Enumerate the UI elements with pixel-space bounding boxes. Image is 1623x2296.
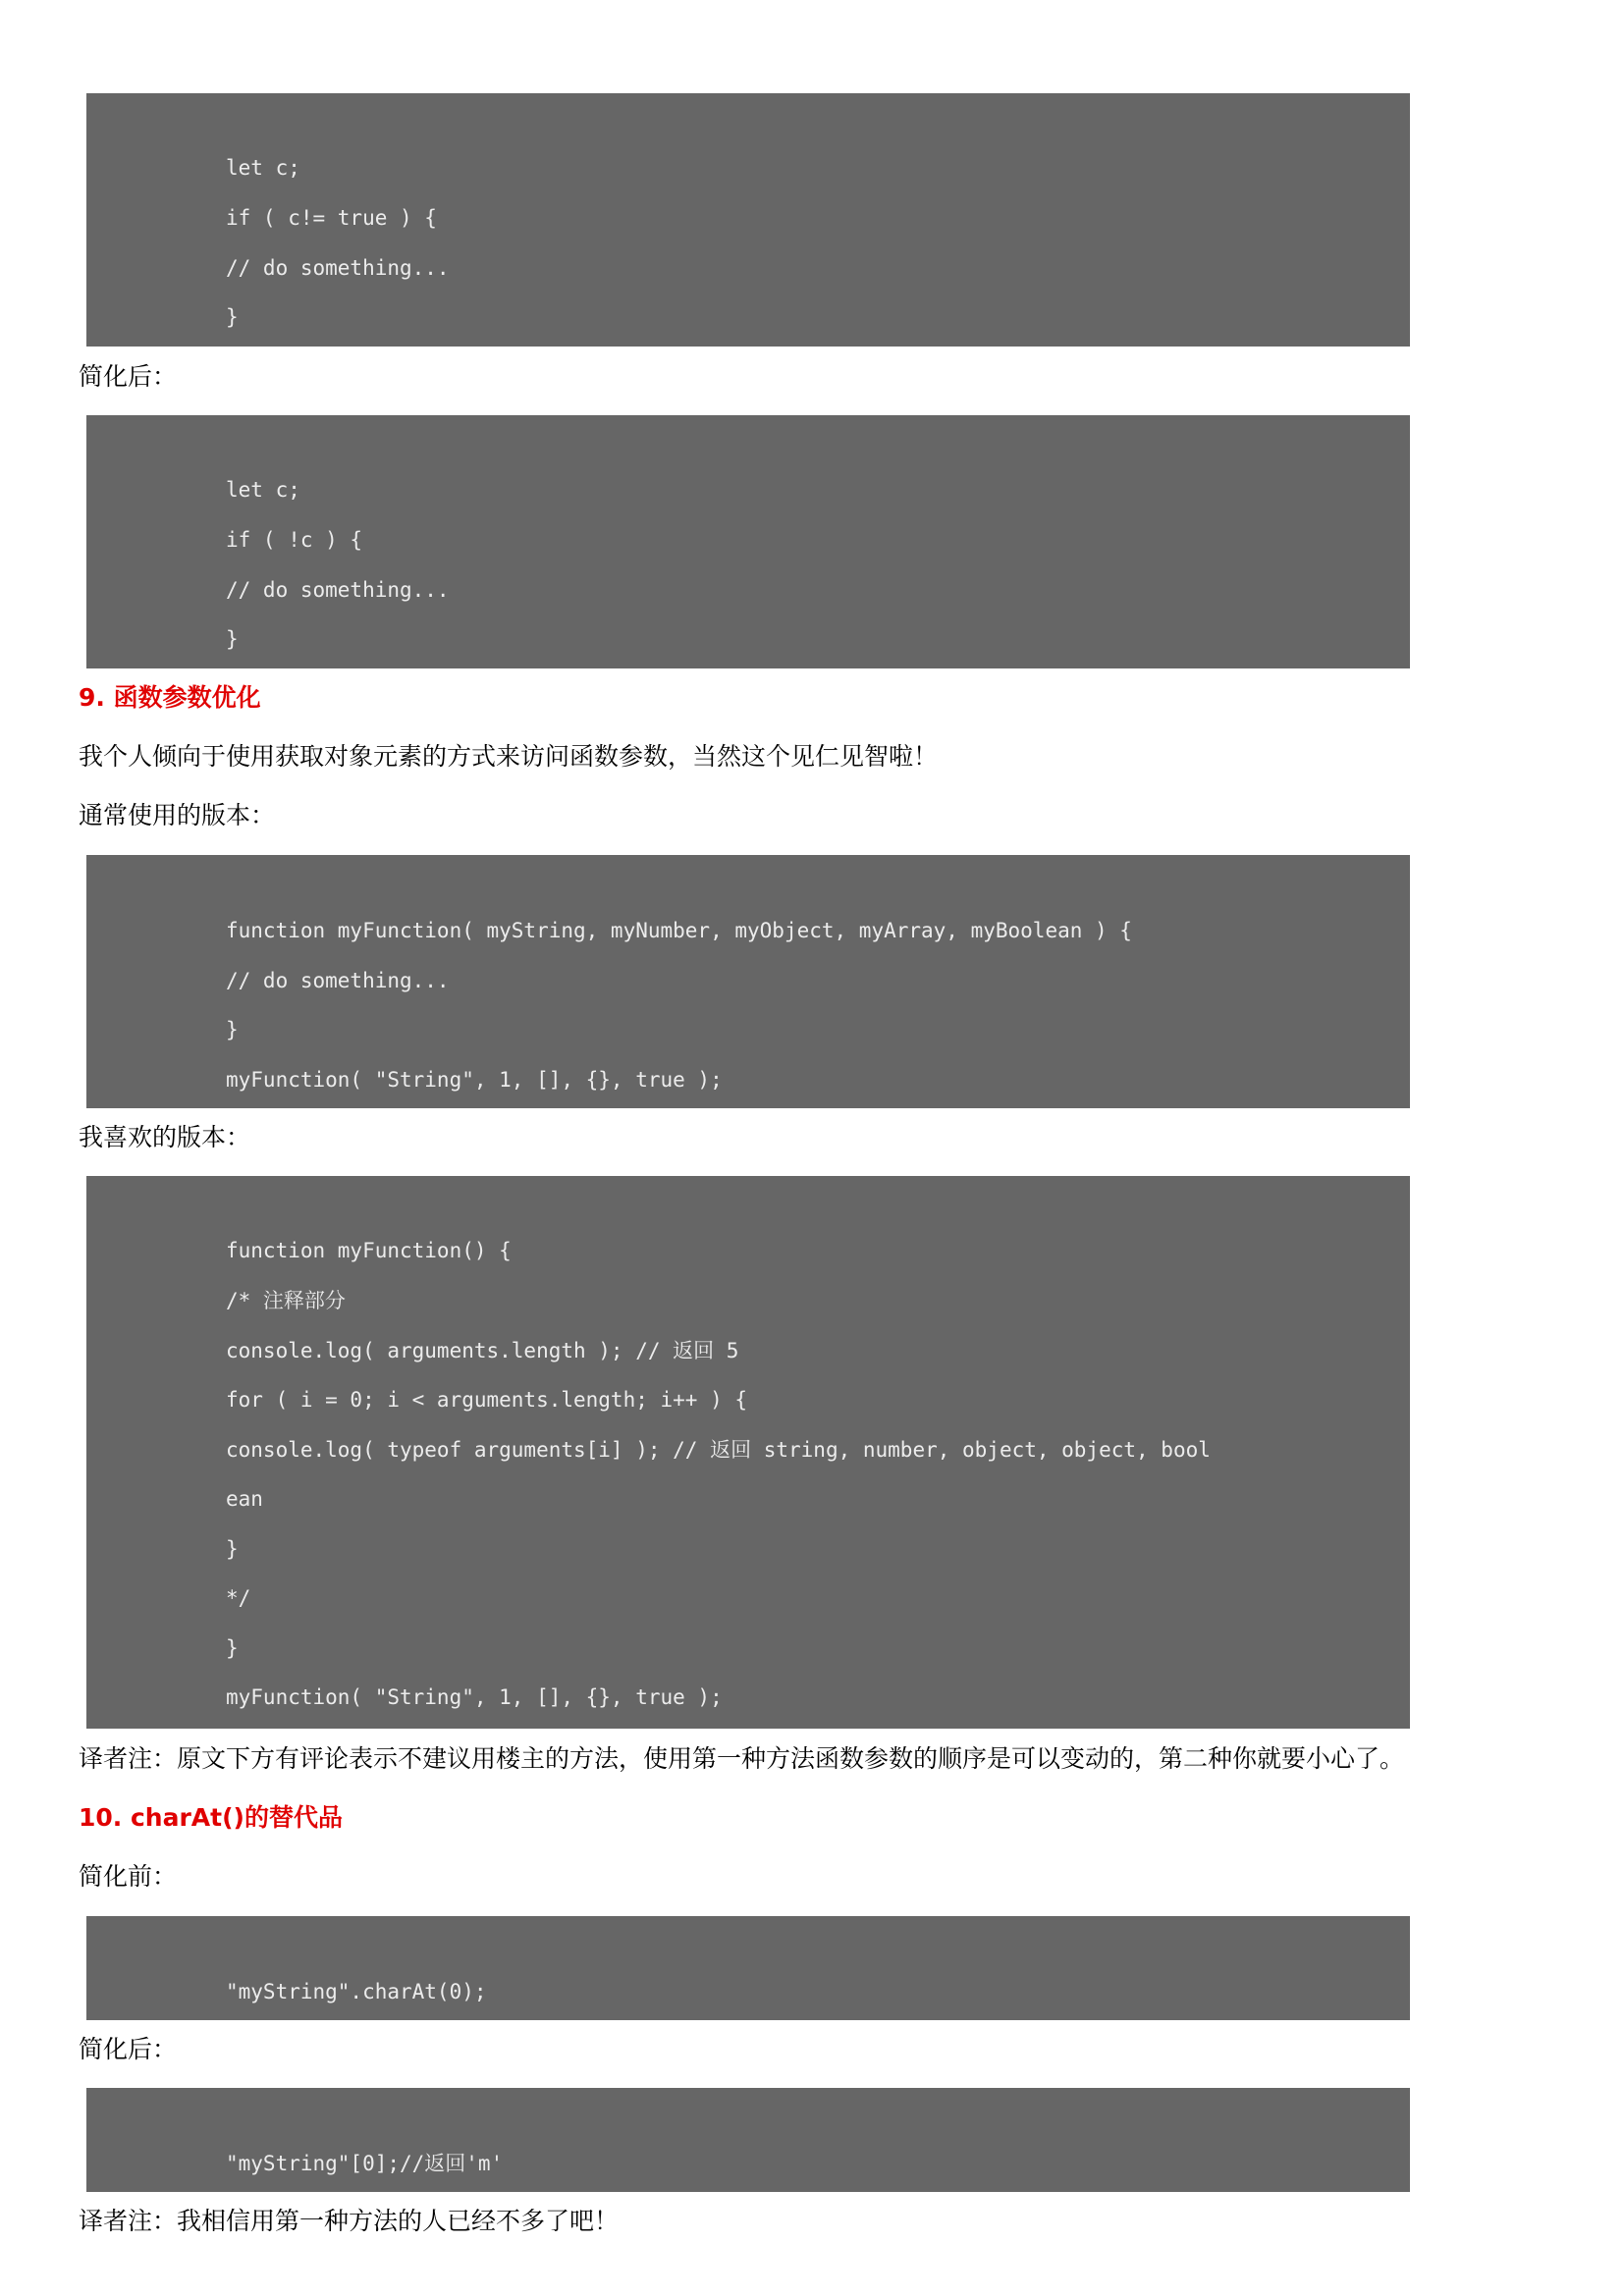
label-after-simplify: 简化后： <box>79 2035 178 2063</box>
code-line: let c; <box>226 156 300 180</box>
code-line: myFunction( "String", 1, [], {}, true ); <box>226 1685 723 1709</box>
code-line: // do something... <box>226 256 450 280</box>
code-line: if ( !c ) { <box>226 528 363 552</box>
section-heading-10: 10. charAt()的替代品 <box>79 1803 343 1832</box>
code-block-bracket-access <box>86 2088 1410 2192</box>
code-line: } <box>226 305 239 329</box>
code-line: /* 注释部分 <box>226 1289 346 1312</box>
code-line: } <box>226 1537 239 1561</box>
code-line: for ( i = 0; i < arguments.length; i++ ) { <box>226 1388 748 1412</box>
code-line: // do something... <box>226 969 450 992</box>
code-block-usual-function <box>86 855 1410 1108</box>
code-line: "myString".charAt(0); <box>226 1980 487 2003</box>
code-line: console.log( typeof arguments[i] ); // 返回 string, number, object, object, bool <box>226 1438 1211 1462</box>
label-simplified: 简化后： <box>79 362 178 391</box>
code-line: } <box>226 1636 239 1660</box>
code-block-original-condition <box>86 93 1410 347</box>
code-line: if ( c!= true ) { <box>226 206 437 230</box>
section-heading-9: 9. 函数参数优化 <box>79 683 261 712</box>
code-line: ean <box>226 1487 263 1511</box>
label-before-simplify: 简化前： <box>79 1862 178 1891</box>
code-line: myFunction( "String", 1, [], {}, true ); <box>226 1068 723 1092</box>
translator-note-charat: 译者注：我相信用第一种方法的人已经不多了吧！ <box>79 2207 620 2235</box>
code-line: } <box>226 1018 239 1041</box>
code-line: function myFunction( myString, myNumber, myObject, myArray, myBoolean ) { <box>226 919 1132 942</box>
code-block-preferred-function <box>86 1176 1410 1729</box>
translator-note-parameters: 译者注：原文下方有评论表示不建议用楼主的方法，使用第一种方法函数参数的顺序是可以变动的，第二种你就要小心了。 <box>79 1744 1405 1773</box>
code-block-simplified-condition <box>86 415 1410 668</box>
code-line: "myString"[0];//返回'm' <box>226 2152 504 2175</box>
code-block-charat <box>86 1916 1410 2020</box>
code-line: console.log( arguments.length ); // 返回 5 <box>226 1339 739 1362</box>
code-line: } <box>226 627 239 651</box>
label-preferred-version: 我喜欢的版本： <box>79 1123 251 1151</box>
code-line: // do something... <box>226 578 450 602</box>
code-line: function myFunction() { <box>226 1239 512 1262</box>
paragraph-preference: 我个人倾向于使用获取对象元素的方式来访问函数参数，当然这个见仁见智啦！ <box>79 742 939 771</box>
code-line: let c; <box>226 478 300 502</box>
label-usual-version: 通常使用的版本： <box>79 801 276 829</box>
code-line: */ <box>226 1586 251 1610</box>
